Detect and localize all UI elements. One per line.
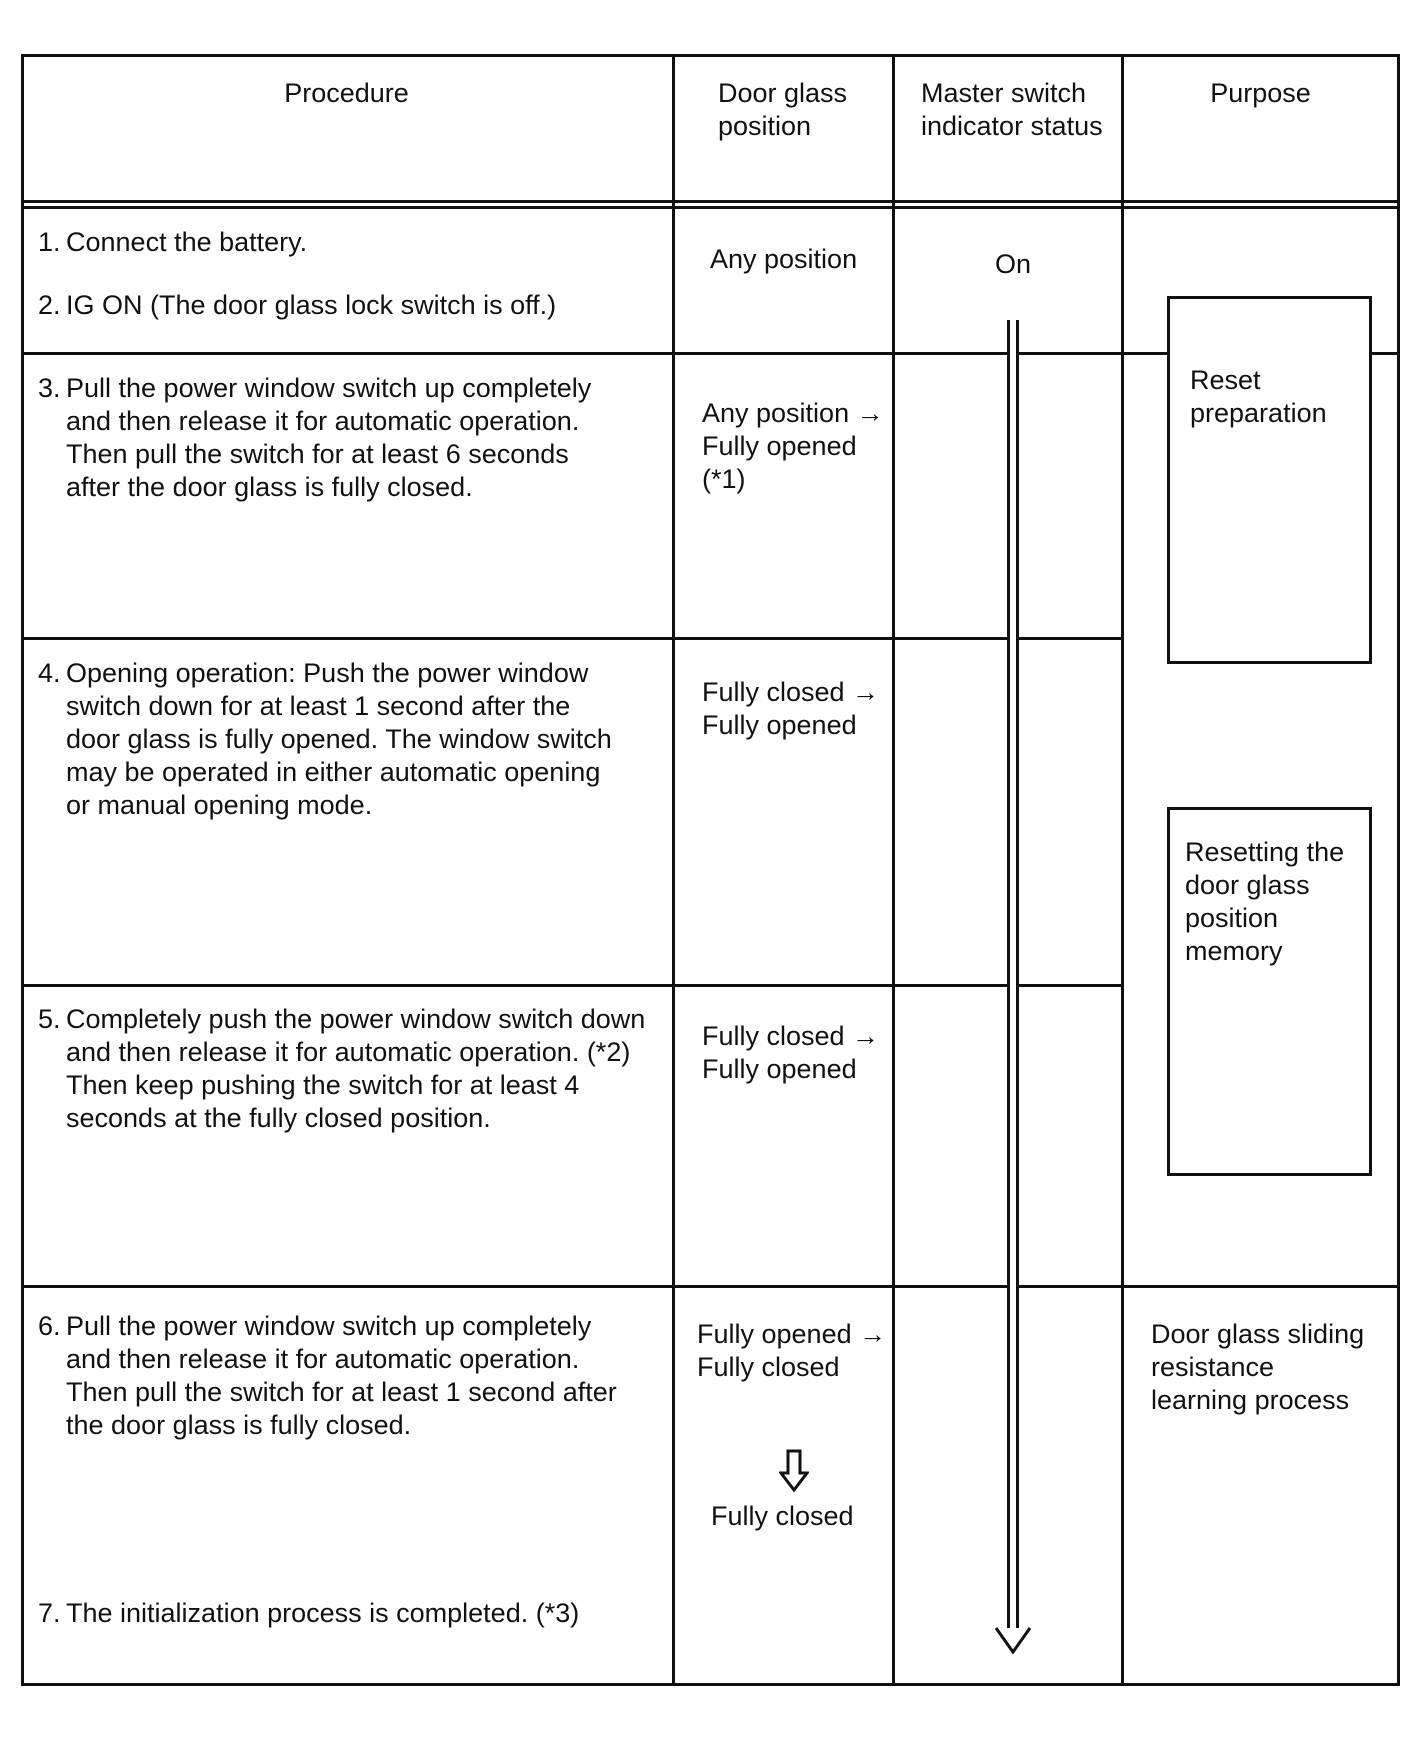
step-3	[38, 372, 668, 504]
header-door-glass-position: Door glass position	[718, 78, 848, 141]
step-number: 4.	[38, 658, 61, 688]
header-master-switch-indicator-status: Master switch indicator status	[921, 78, 1103, 141]
step-2	[38, 289, 668, 322]
row-divider	[21, 637, 1122, 640]
column-divider	[672, 54, 675, 1686]
header-divider	[21, 206, 1400, 209]
step-text: Connect the battery.	[66, 227, 308, 257]
row-divider	[21, 352, 1122, 355]
row-divider	[1121, 1285, 1400, 1288]
column-divider	[892, 54, 895, 1686]
step-text: The initialization process is completed. (*3)	[66, 1598, 580, 1628]
header-procedure: Procedure	[284, 78, 409, 108]
header-purpose: Purpose	[1210, 78, 1311, 108]
step-number: 1.	[38, 227, 61, 257]
step-number: 5.	[38, 1004, 61, 1034]
position-row-5: Fully closed → Fully opened	[702, 1021, 880, 1084]
step-1	[38, 226, 668, 259]
reset-preparation-box	[1167, 296, 1372, 664]
step-number: 7.	[38, 1598, 61, 1628]
step-7	[38, 1597, 668, 1630]
step-text: IG ON (The door glass lock switch is off.)	[66, 290, 557, 320]
step-4	[38, 657, 668, 822]
step-number: 3.	[38, 373, 61, 403]
step-text: Completely push the power window switch down and then release it for automatic operation. (*2) Then keep pushing the switch for at least 4 seconds at the fully closed position.	[66, 1004, 646, 1133]
step-text: Pull the power window switch up completely and then release it for automatic operation. Then pull the switch for at least 1 second after the door glass is fully closed.	[66, 1311, 617, 1440]
position-row-4: Fully closed → Fully opened	[702, 677, 880, 740]
step-5	[38, 1003, 668, 1135]
step-number: 6.	[38, 1311, 61, 1341]
long-down-arrow-icon	[1007, 320, 1019, 1632]
purpose-learning-process: Door glass sliding resistance learning process	[1151, 1319, 1365, 1415]
hollow-down-arrow-icon	[779, 1449, 809, 1493]
step-6	[38, 1310, 668, 1442]
header-divider	[21, 200, 1400, 203]
position-row-3: Any position → Fully opened (*1)	[702, 398, 884, 494]
long-down-arrow-head-icon	[994, 1626, 1032, 1656]
step-text: Pull the power window switch up completely and then release it for automatic operation. Then pull the switch for at least 6 seconds after the door glass is fully closed.	[66, 373, 592, 502]
purpose-resetting-memory: Resetting the door glass position memory	[1185, 837, 1345, 966]
position-row-6: Fully opened → Fully closed	[697, 1319, 887, 1382]
row-divider	[21, 1285, 1122, 1288]
position-row-6-final: Fully closed	[711, 1501, 854, 1531]
purpose-reset-preparation: Reset preparation	[1190, 365, 1327, 428]
indicator-status: On	[995, 249, 1032, 279]
position-row-1-2: Any position	[710, 244, 858, 274]
step-number: 2.	[38, 290, 61, 320]
column-divider	[1121, 54, 1124, 1686]
step-text: Opening operation: Push the power window switch down for at least 1 second after the door glass is fully opened. The window switch may be operated in either automatic opening or manual opening mode.	[66, 658, 612, 820]
row-divider	[21, 984, 1122, 987]
